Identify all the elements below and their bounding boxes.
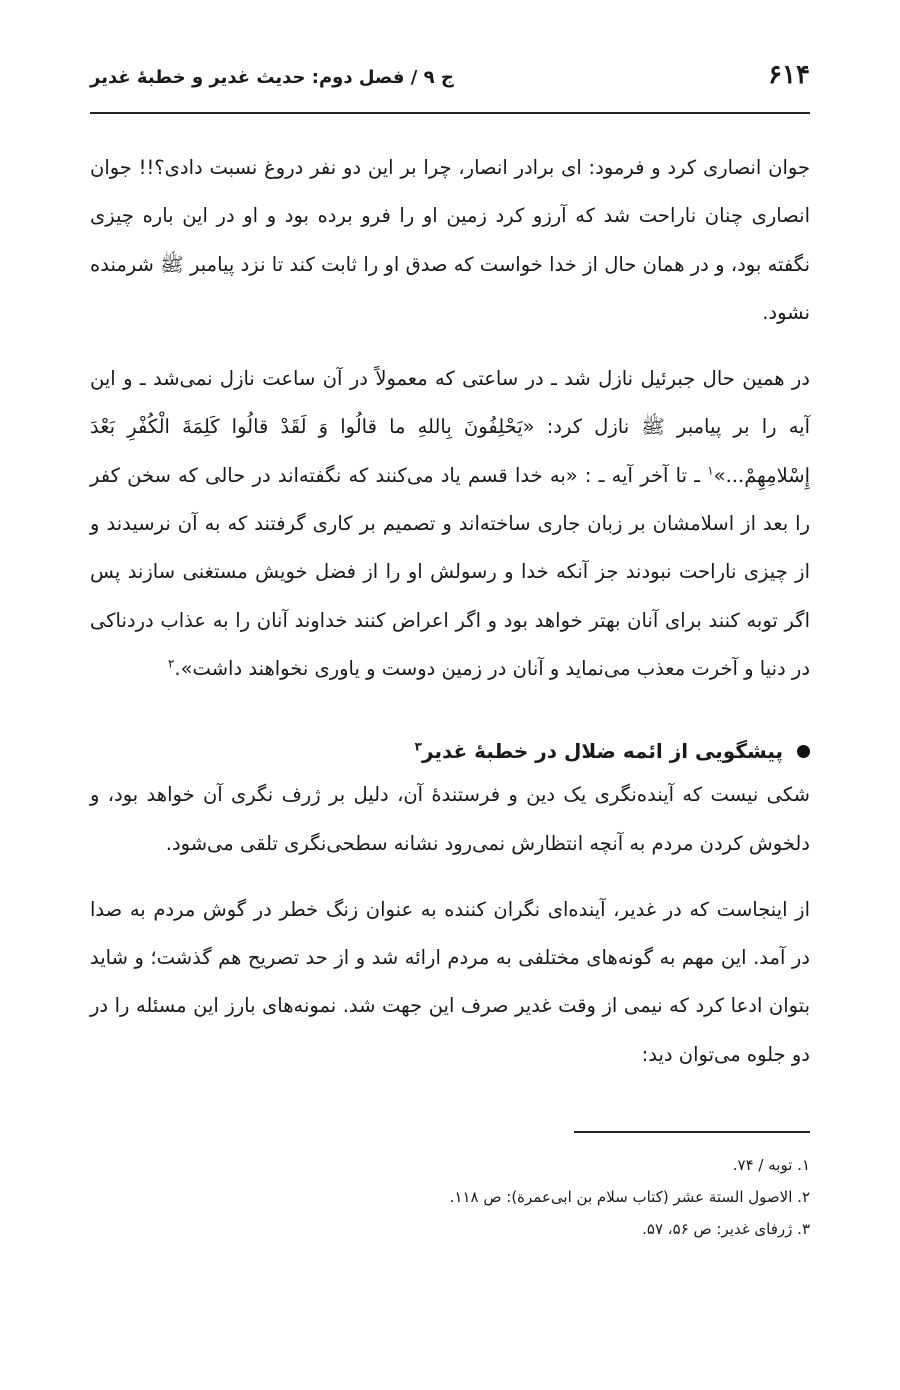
page-number: ۶۱۴ bbox=[768, 60, 810, 90]
footnote-divider bbox=[574, 1131, 810, 1133]
paragraph-4: از اینجاست که در غدیر، آینده‌ای نگران کننده به عنوان زنگ خطر در گوش مردم به صدا در آمد. این مهم به گونه‌های مختلفی به مردم ارائه شد و از حد تصریح هم گذشت؛ و شاید بتوان ادعا کرد که نیمی از وقت غدیر صرف این جهت شد. نمونه‌های بارز این مسئله را در دو جلوه می‌توان دید: bbox=[90, 897, 810, 1066]
paragraph-2 bbox=[90, 355, 810, 693]
footnote-1: ۱. توبه / ۷۴. bbox=[732, 1156, 810, 1175]
page-header bbox=[90, 60, 810, 114]
footnotes bbox=[90, 1149, 810, 1245]
section-heading bbox=[90, 733, 810, 769]
paragraph-2-intro: در همین حال جبرئیل نازل شد ـ در ساعتی که معمولاً در آن ساعت نازل نمی‌شد ـ و این آیه را بر پیامبر ﷺ نازل کرد: « bbox=[90, 367, 810, 439]
section-heading-text bbox=[415, 733, 783, 769]
footnote-3: ۳. ژرفای غدیر: ص ۵۶، ۵۷. bbox=[642, 1220, 810, 1239]
footnote-ref-3[interactable]: ۳ bbox=[414, 739, 422, 754]
footnote-2: ۲. الاصول الستة عشر (کتاب سلام بن ابی‌عمرة): ص ۱۱۸. bbox=[449, 1188, 810, 1207]
quran-verse: یَحْلِفُونَ بِاللهِ ما قالُوا وَ لَقَدْ قالُوا کَلِمَةَ الْکُفْرِ بَعْدَ إِسْلامِهِمْ... bbox=[90, 415, 810, 487]
paragraph-2-translation: ـ تا آخر آیه ـ : «به خدا قسم یاد می‌کنند که نگفته‌اند در حالی که سخن کفر را بعد از اسلامشان بر زبان جاری ساخته‌اند و تصمیم بر کاری گرفتند که به آن نرسیدند و از چیزی ناراحت نبودند جز آنکه خدا و رسولش او را از فضل خویش مستغنی سازند پس اگر توبه کنند برای آنان بهتر خواهد بود و اگر اعراض کنند خداوند آنان را به عذاب دردناکی در دنیا و آخرت معذب می‌نماید و آنان در زمین دوست و یاوری نخواهند داشت». bbox=[90, 463, 810, 680]
book-page bbox=[90, 60, 810, 1245]
footnote-ref-2[interactable]: ۲ bbox=[167, 656, 175, 671]
page-body bbox=[90, 144, 810, 1079]
bullet-icon bbox=[797, 745, 810, 758]
running-title: ج ۹ / فصل دوم: حدیث غدیر و خطبهٔ غدیر bbox=[90, 67, 454, 88]
paragraph-1: جوان انصاری کرد و فرمود: ای برادر انصار، چرا بر این دو نفر دروغ نسبت دادی؟!! جوان انصاری چنان ناراحت شد که آرزو کرد زمین او را فرو برده بود و او در این باره چیزی نگفته بود، و در همان حال از خدا خواست که صدق او را ثابت کند تا نزد پیامبر ﷺ شرمنده نشود. bbox=[90, 156, 810, 324]
footnote-ref-1[interactable]: ۱ bbox=[707, 463, 714, 478]
quote-close: » bbox=[713, 463, 726, 487]
paragraph-3: شکی نیست که آینده‌نگری یک دین و فرستندهٔ آن، دلیل بر ژرف نگری آن خواهد بود، و دلخوش کردن مردم به آنچه انتظارش نمی‌رود نشانه سطحی‌نگری تلقی می‌شود. bbox=[90, 783, 810, 855]
section-heading-label: پیشگویی از ائمه ضلال در خطبهٔ غدیر bbox=[422, 739, 783, 764]
